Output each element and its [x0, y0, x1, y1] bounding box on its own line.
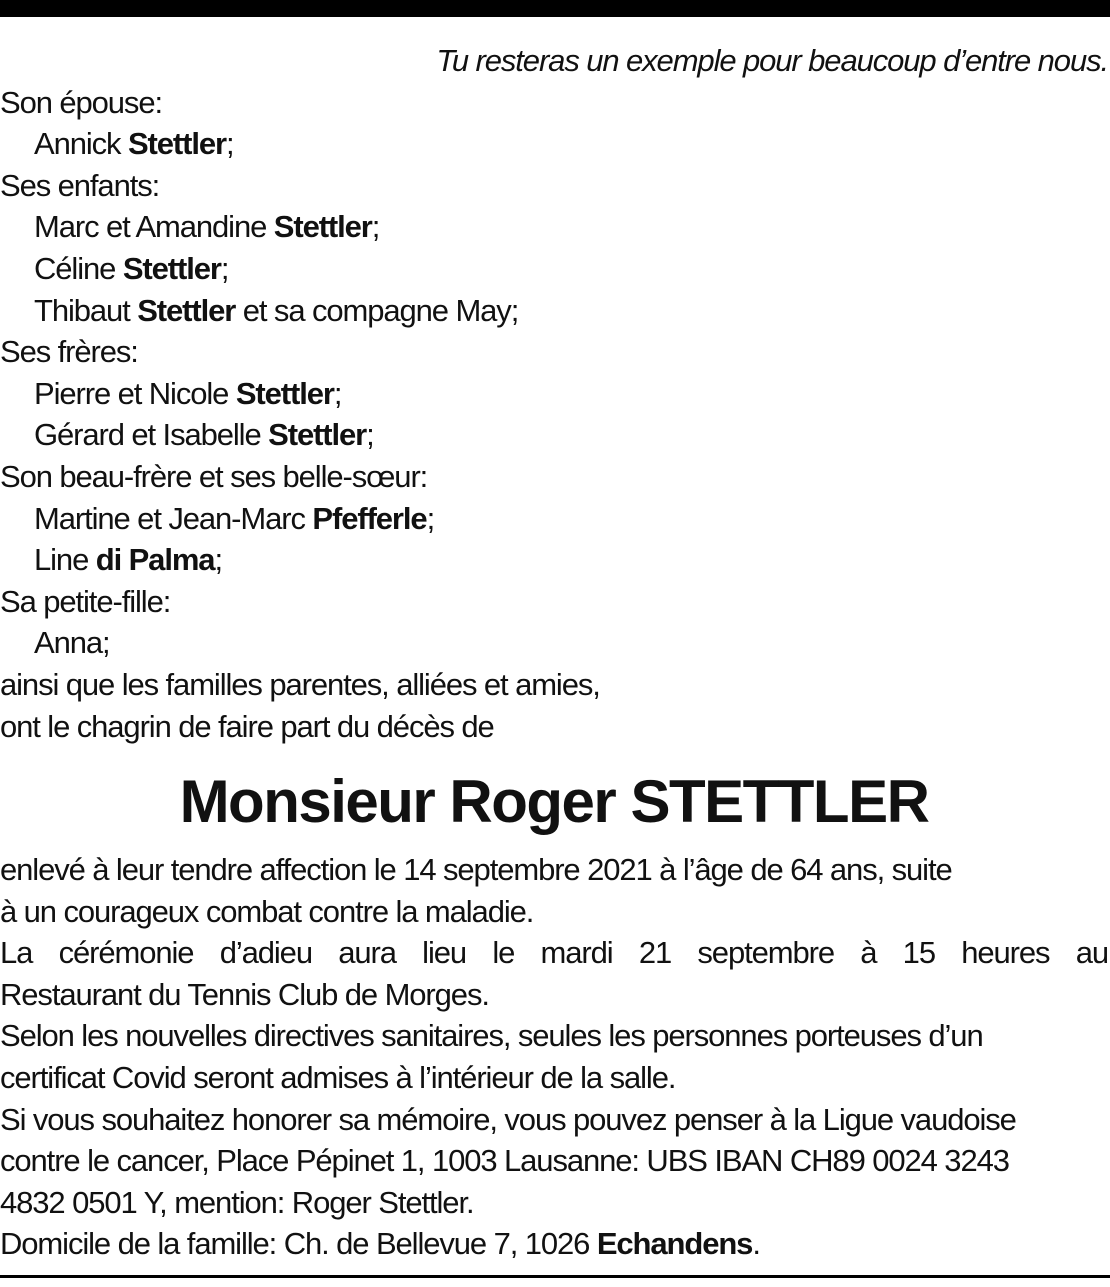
relation-heading: Ses enfants:	[0, 167, 160, 203]
family-member: Thibaut Stettler et sa compagne May;	[34, 292, 519, 328]
paragraph-line: 4832 0501 Y, mention: Roger Stettler.	[0, 1184, 474, 1220]
family-member: Line di Palma;	[34, 542, 222, 578]
closing-line: ainsi que les familles parentes, alliées et amies,	[0, 666, 600, 702]
paragraph-line: enlevé à leur tendre affection le 14 septembre 2021 à l’âge de 64 ans, suite	[0, 852, 952, 888]
closing-line: ont le chagrin de faire part du décès de	[0, 708, 494, 744]
paragraph-line: Restaurant du Tennis Club de Morges.	[0, 976, 489, 1012]
relation-heading: Son beau-frère et ses belle-sœur:	[0, 458, 428, 494]
family-member: Marc et Amandine Stettler;	[34, 209, 380, 245]
family-member: Anna;	[34, 625, 110, 661]
obituary-notice	[0, 40, 1108, 1265]
family-member: Gérard et Isabelle Stettler;	[34, 417, 374, 453]
relation-heading: Sa petite-fille:	[0, 583, 171, 619]
paragraph-line: Si vous souhaitez honorer sa mémoire, vous pouvez penser à la Ligue vaudoise	[0, 1101, 1016, 1137]
top-rule	[0, 0, 1110, 17]
surname: Stettler	[268, 417, 367, 453]
relation-heading: Son épouse:	[0, 84, 162, 120]
paragraph-line: Selon les nouvelles directives sanitaires, seules les personnes porteuses d’un	[0, 1018, 983, 1054]
paragraph-line: certificat Covid seront admises à l’intérieur de la salle.	[0, 1060, 676, 1096]
paragraph-ceremony	[0, 932, 1108, 1015]
relation-heading: Ses frères:	[0, 334, 138, 370]
paragraph-donation	[0, 1099, 1108, 1224]
surname: Stettler	[122, 250, 221, 286]
family-member: Pierre et Nicole Stettler;	[34, 375, 342, 411]
surname: Stettler	[273, 209, 372, 245]
surname: Pfefferle	[312, 500, 427, 536]
paragraph-sanitary	[0, 1015, 1108, 1098]
motto: Tu resteras un exemple pour beaucoup d’entre nous.	[436, 43, 1108, 78]
surname: Stettler	[127, 126, 226, 162]
surname: Stettler	[235, 375, 334, 411]
surname: Stettler	[137, 292, 236, 328]
deceased-name: Monsieur Roger STETTLER	[179, 768, 929, 836]
family-member: Céline Stettler;	[34, 250, 229, 286]
paragraph-line: contre le cancer, Place Pépinet 1, 1003 Lausanne: UBS IBAN CH89 0024 3243	[0, 1143, 1009, 1179]
paragraph-line: à un courageux combat contre la maladie.	[0, 893, 534, 929]
family-member: Annick Stettler;	[34, 126, 234, 162]
family-member: Martine et Jean-Marc Pfefferle;	[34, 500, 435, 536]
bottom-rule	[0, 1275, 1110, 1278]
paragraph-line: La cérémonie d’adieu aura lieu le mardi 21 septembre à 15 heures au	[0, 935, 1108, 971]
family-list	[0, 82, 1108, 664]
paragraph-affection	[0, 849, 1108, 932]
surname: di Palma	[95, 542, 215, 578]
domicile-town: Echandens	[596, 1226, 753, 1262]
domicile-line: Domicile de la famille: Ch. de Bellevue 7, 1026 Echandens.	[0, 1226, 760, 1262]
